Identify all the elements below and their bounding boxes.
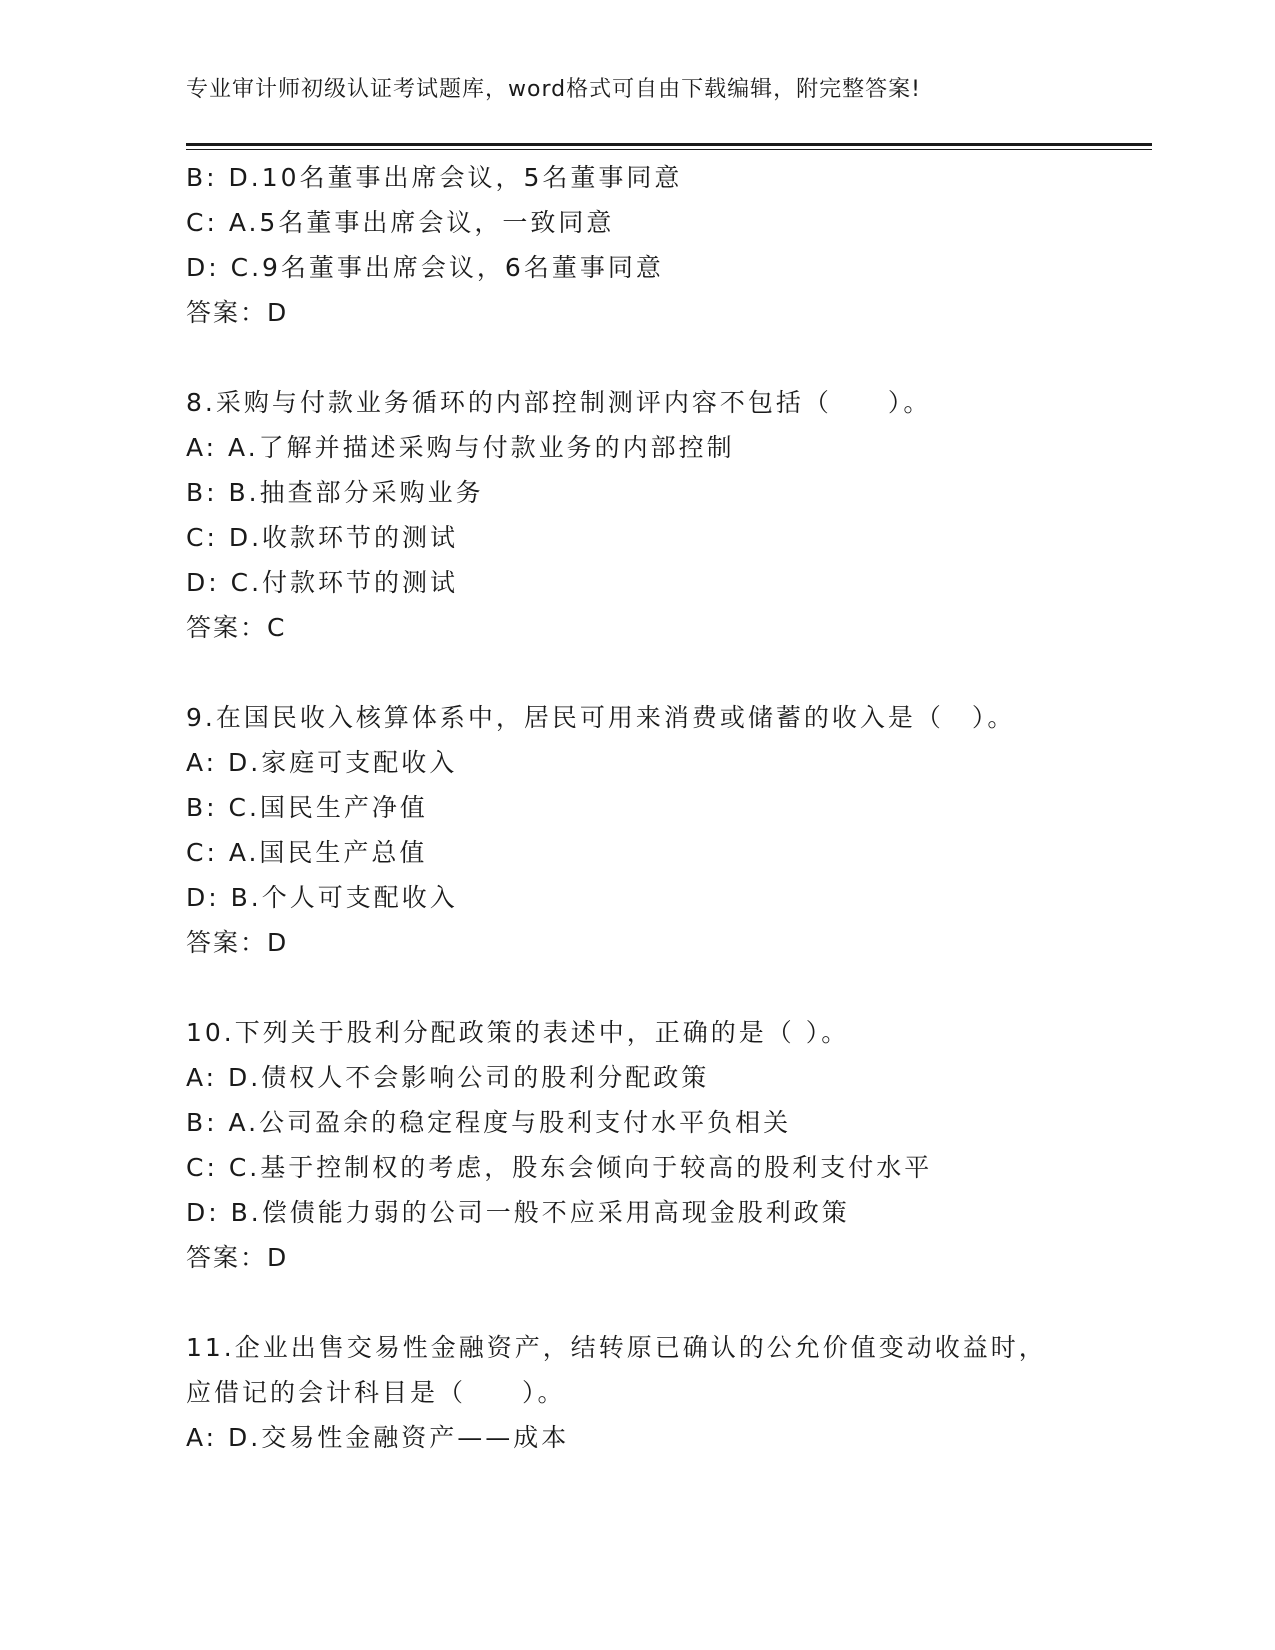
header-rule-thin <box>186 149 1152 150</box>
option-a: A: D.交易性金融资产——成本 <box>186 1423 570 1452</box>
question-block-11 <box>186 1325 1146 1460</box>
option-a: A: D.债权人不会影响公司的股利分配政策 <box>186 1063 710 1092</box>
option-d: D: B.个人可支配收入 <box>186 883 458 912</box>
question-block-10 <box>186 1010 1146 1280</box>
option-d: D: B.偿债能力弱的公司一般不应采用高现金股利政策 <box>186 1198 850 1227</box>
answer: 答案：C <box>186 613 287 642</box>
option-b: B: B.抽查部分采购业务 <box>186 478 484 507</box>
option-c: C: A.国民生产总值 <box>186 838 428 867</box>
question-text-line-1: 11.企业出售交易性金融资产，结转原已确认的公允价值变动收益时， <box>186 1333 1047 1362</box>
question-text: 8.采购与付款业务循环的内部控制测评内容不包括（ ）。 <box>186 388 932 417</box>
option-b: B: A.公司盈余的稳定程度与股利支付水平负相关 <box>186 1108 792 1137</box>
question-block-7 <box>186 155 1146 335</box>
option-d: D: C.9名董事出席会议，6名董事同意 <box>186 253 664 282</box>
option-d: D: C.付款环节的测试 <box>186 568 459 597</box>
answer: 答案：D <box>186 298 289 327</box>
option-a: A: A.了解并描述采购与付款业务的内部控制 <box>186 433 735 462</box>
page-header: 专业审计师初级认证考试题库，word格式可自由下载编辑，附完整答案! <box>186 77 921 102</box>
option-b: B: D.10名董事出席会议，5名董事同意 <box>186 163 683 192</box>
question-text: 10.下列关于股利分配政策的表述中，正确的是（ ）。 <box>186 1018 850 1047</box>
option-a: A: D.家庭可支配收入 <box>186 748 458 777</box>
option-c: C: A.5名董事出席会议，一致同意 <box>186 208 615 237</box>
answer: 答案：D <box>186 1243 289 1272</box>
question-text-line-2: 应借记的会计科目是（ ）。 <box>186 1378 566 1407</box>
header-rule-thick <box>186 143 1152 146</box>
option-c: C: D.收款环节的测试 <box>186 523 459 552</box>
option-b: B: C.国民生产净值 <box>186 793 428 822</box>
option-c: C: C.基于控制权的考虑，股东会倾向于较高的股利支付水平 <box>186 1153 933 1182</box>
question-text: 9.在国民收入核算体系中，居民可用来消费或储蓄的收入是（ ）。 <box>186 703 1016 732</box>
answer: 答案：D <box>186 928 289 957</box>
question-block-8 <box>186 380 1146 650</box>
question-content <box>186 155 1146 1460</box>
question-block-9 <box>186 695 1146 965</box>
